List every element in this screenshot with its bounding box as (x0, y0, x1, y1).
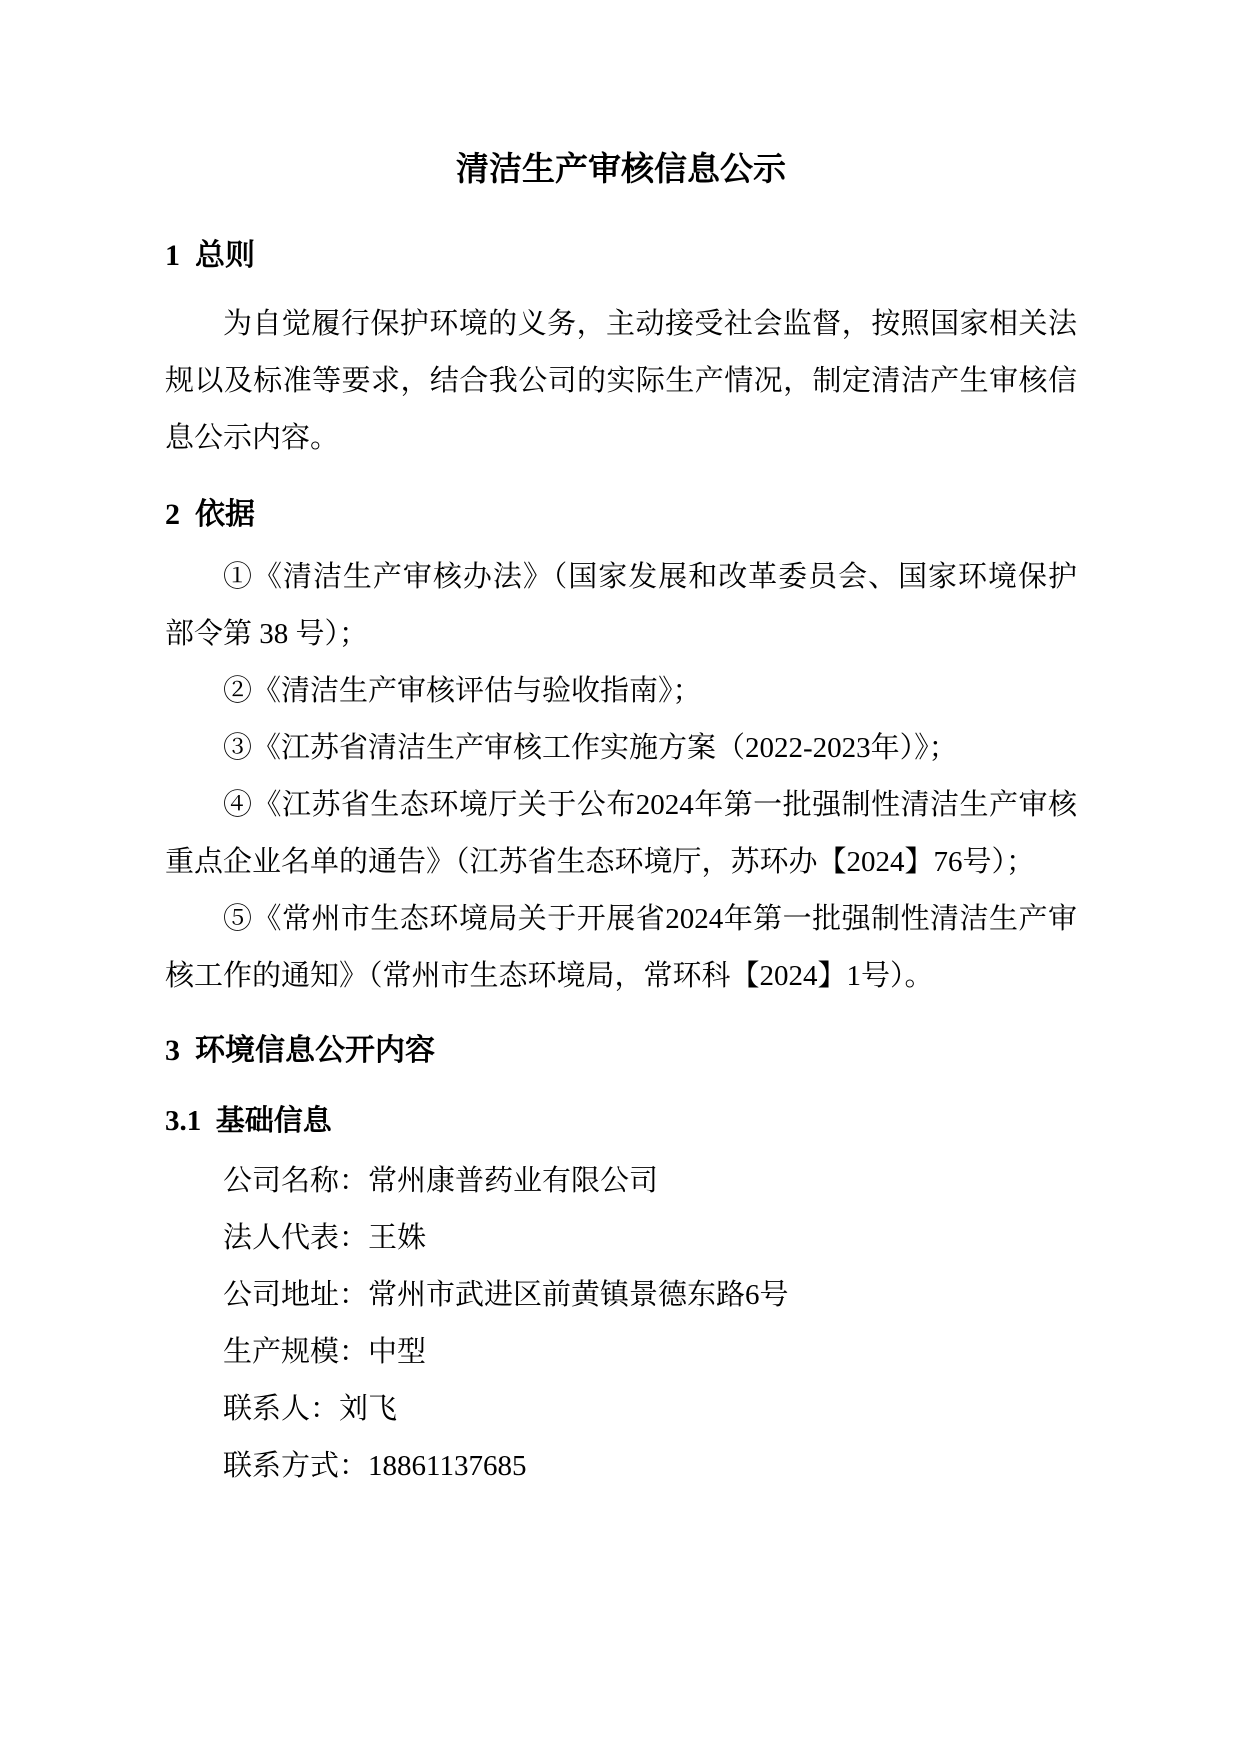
reference-item-3: ③《江苏省清洁生产审核工作实施方案（2022-2023年）》； (223, 732, 958, 764)
info-field-value: 刘飞 (339, 1393, 398, 1425)
info-field-contact-person (165, 1381, 1077, 1438)
info-field-value: 王姝 (368, 1222, 427, 1254)
basic-info-list (165, 1153, 1077, 1495)
info-field-company-name (165, 1153, 1077, 1210)
info-field-value: 中型 (368, 1336, 427, 1368)
reference-item-5: ⑤《常州市生态环境局关于开展省2024年第一批强制性清洁生产审核工作的通知》（常州市生态环境局，常环科【2024】1号）。 (165, 903, 1077, 992)
info-field-label: 联系人： (223, 1393, 340, 1425)
section-1-heading: 1 总则 (165, 239, 255, 272)
info-field-label: 生产规模： (223, 1336, 369, 1368)
document-title: 清洁生产审核信息公示 (456, 152, 786, 188)
reference-list (165, 549, 1077, 1005)
reference-item-4: ④《江苏省生态环境厅关于公布2024年第一批强制性清洁生产审核重点企业名单的通告》（江苏省生态环境厅，苏环办【2024】76号）； (165, 789, 1077, 878)
info-field-value: 18861137685 (368, 1450, 527, 1482)
info-field-label: 公司名称： (223, 1165, 369, 1197)
section-2-heading: 2 依据 (165, 498, 255, 531)
info-field-label: 法人代表： (223, 1222, 369, 1254)
section-3-1-heading: 3.1 基础信息 (165, 1105, 332, 1137)
reference-item-2: ②《清洁生产审核评估与验收指南》； (223, 675, 702, 707)
info-field-value: 常州康普药业有限公司 (368, 1165, 659, 1197)
info-field-value: 常州市武进区前黄镇景德东路6号 (368, 1279, 789, 1311)
section-3-heading: 3 环境信息公开内容 (165, 1034, 435, 1067)
info-field-label: 公司地址： (223, 1279, 369, 1311)
reference-item-1: ①《清洁生产审核办法》（国家发展和改革委员会、国家环境保护部令第 38 号）； (165, 561, 1077, 650)
info-field-contact-phone (165, 1438, 1077, 1495)
info-field-production-scale (165, 1324, 1077, 1381)
section-1-paragraph: 为自觉履行保护环境的义务，主动接受社会监督，按照国家相关法规以及标准等要求，结合我公司的实际生产情况，制定清洁产生审核信息公示内容。 (165, 308, 1077, 454)
info-field-label: 联系方式： (223, 1450, 369, 1482)
info-field-company-address (165, 1267, 1077, 1324)
info-field-legal-representative (165, 1210, 1077, 1267)
document-content (165, 146, 1077, 1495)
